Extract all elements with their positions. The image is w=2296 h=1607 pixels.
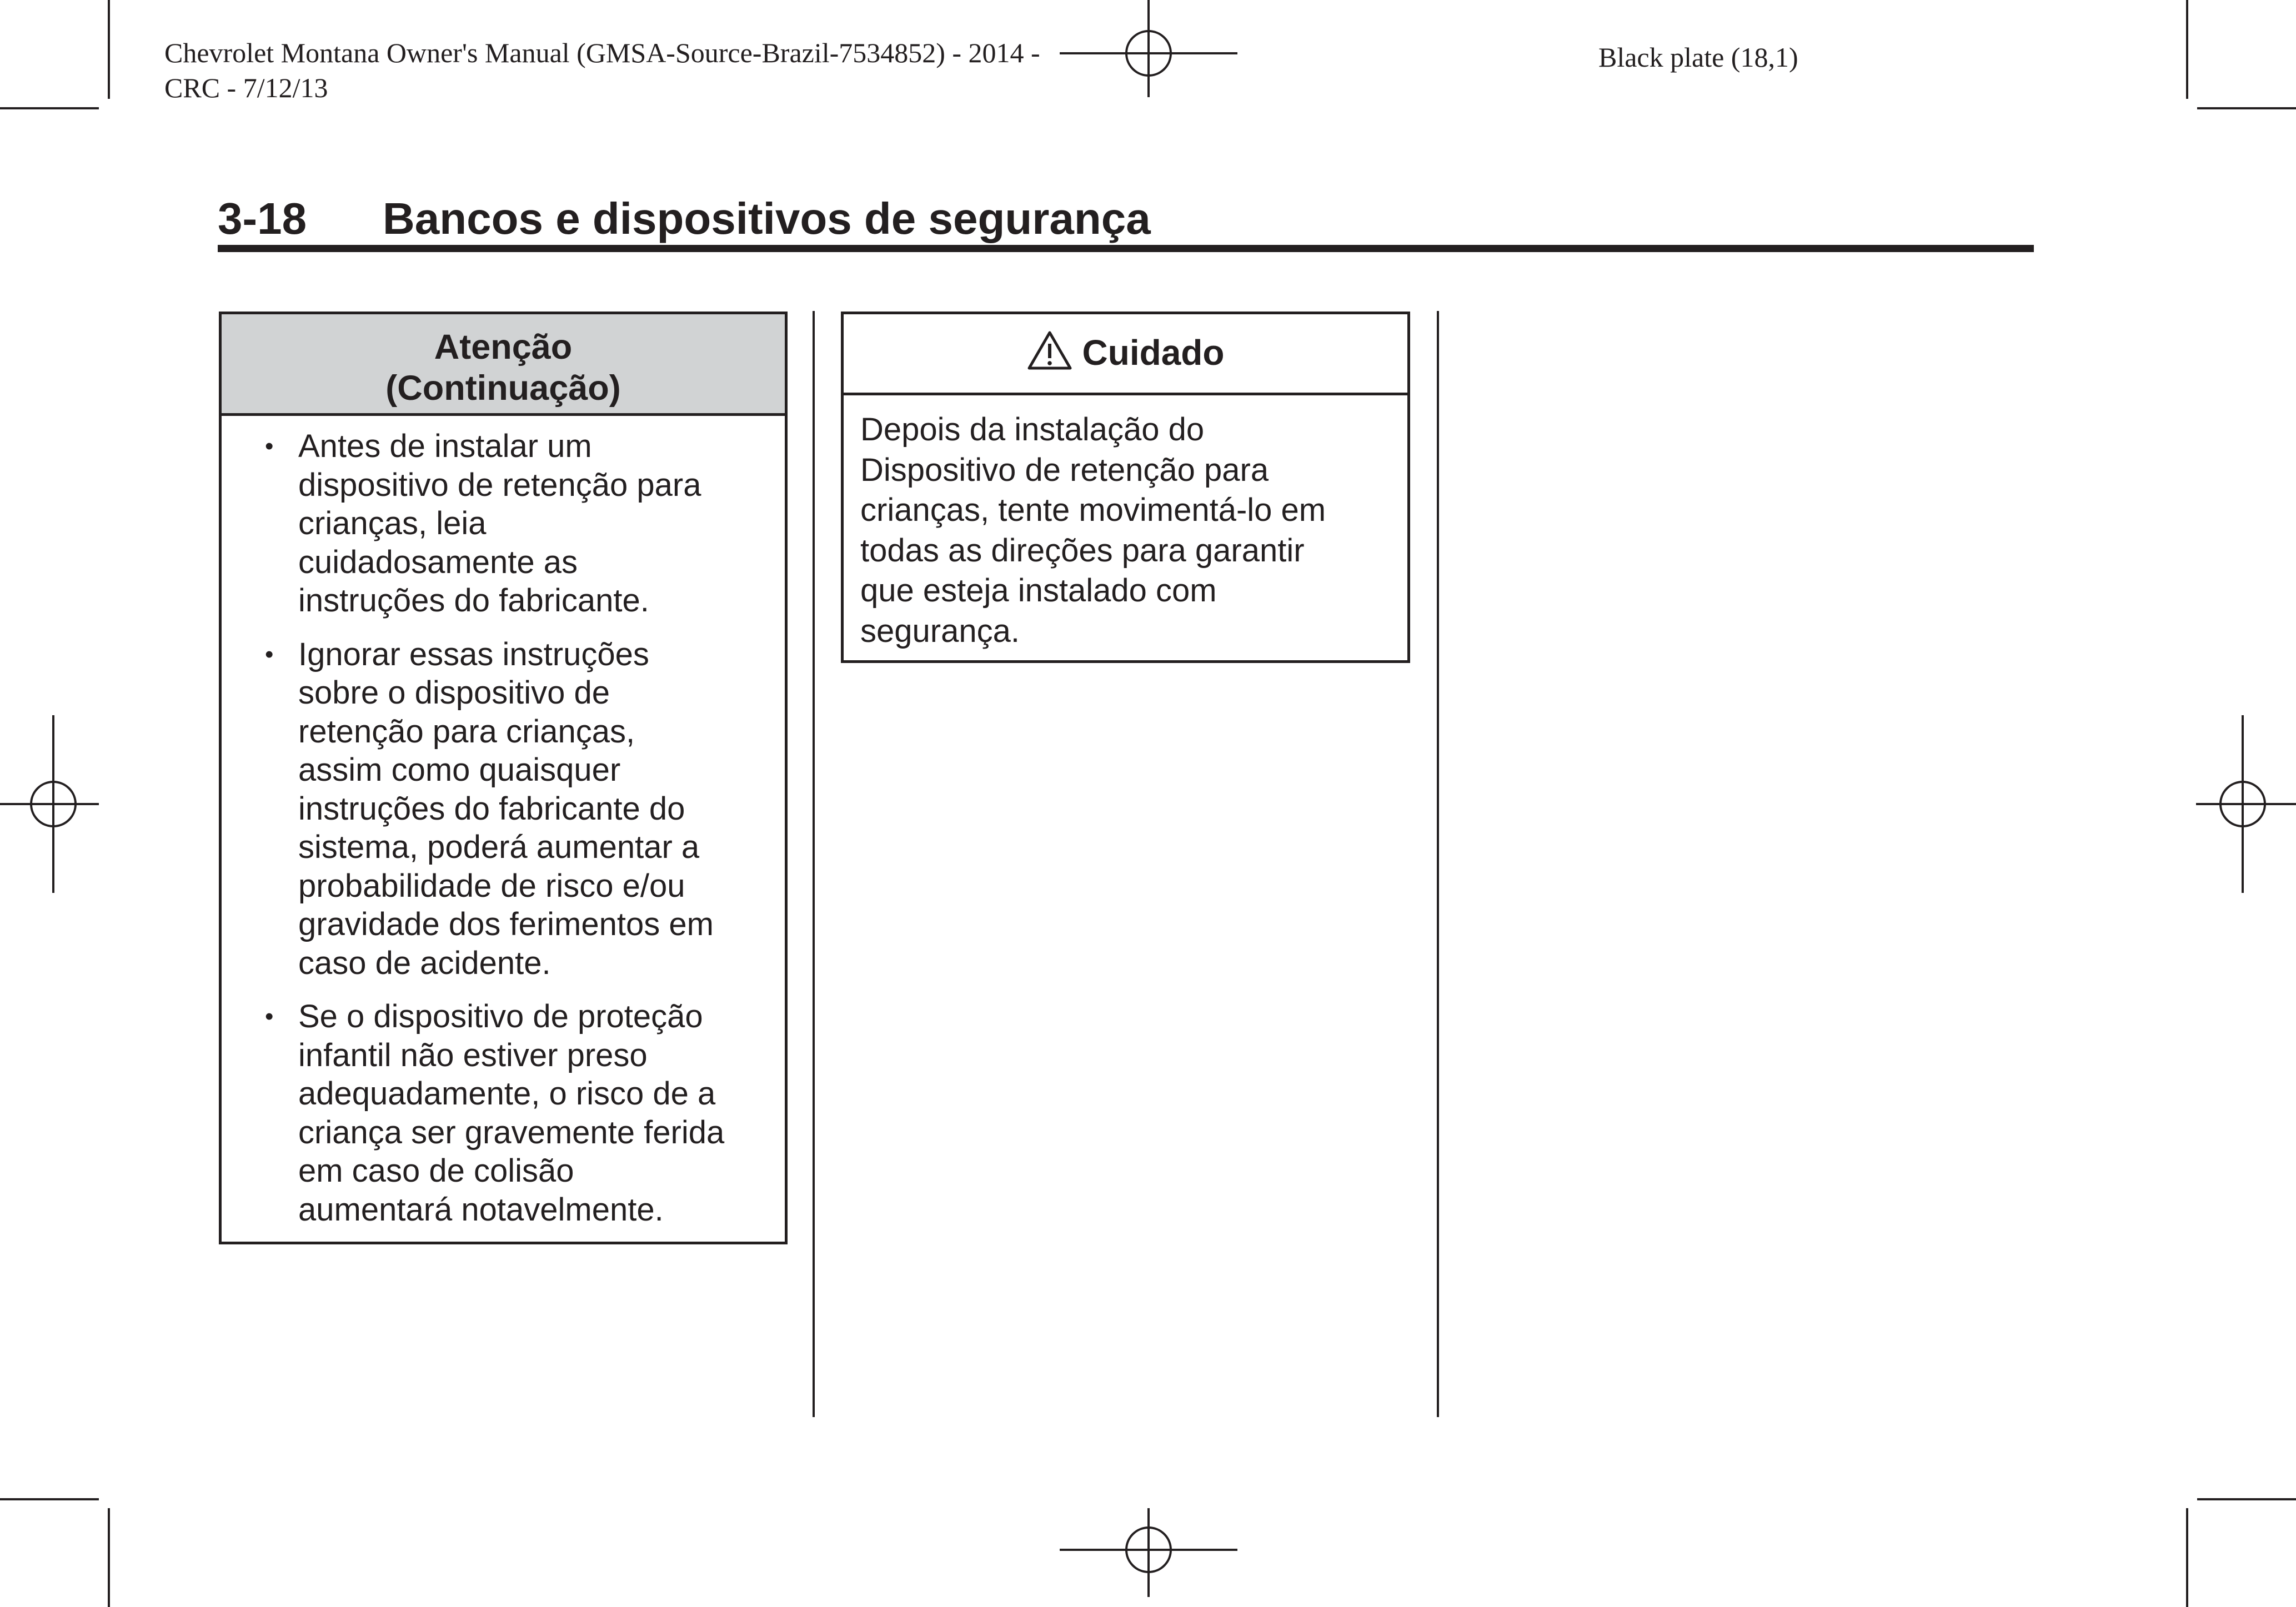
list-item-line: adequadamente, o risco de a xyxy=(298,1076,716,1112)
list-item-line: Ignorar essas instruções xyxy=(298,636,649,672)
caution-title: Cuidado xyxy=(1082,333,1225,373)
list-item-line: crianças, leia xyxy=(298,505,487,541)
list-item-line: sistema, poderá aumentar a xyxy=(298,829,700,865)
plate-info xyxy=(164,36,1040,106)
list-item-line: retenção para crianças, xyxy=(298,713,635,750)
heading-rule xyxy=(218,245,2034,252)
bullet: • xyxy=(265,640,274,668)
list-item-line: Antes de instalar um xyxy=(298,428,592,464)
list-item xyxy=(222,427,785,620)
list-item-line: sobre o dispositivo de xyxy=(298,675,610,711)
warning-triangle-icon xyxy=(1027,330,1072,370)
registration-mark-bottom xyxy=(1060,1508,1237,1607)
list-item-line: aumentará notavelmente. xyxy=(298,1191,664,1228)
list-item-line: em caso de colisão xyxy=(298,1153,574,1189)
list-item-line: infantil não estiver preso xyxy=(298,1037,648,1073)
caution-text: Depois da instalação do Dispositivo de retenção para crianças, tente movimentá-lo em todas as direções para garantir que esteja instalado com segurança. xyxy=(860,411,1326,649)
list-item-line: instruções do fabricante do xyxy=(298,790,685,827)
list-item xyxy=(222,635,785,983)
caution-box xyxy=(841,312,1410,663)
list-item-line: Se o dispositivo de proteção xyxy=(298,998,703,1034)
bullet: • xyxy=(265,433,274,460)
plate-info-line2: CRC - 7/12/13 xyxy=(164,72,328,103)
attention-subtitle: (Continuação) xyxy=(385,369,621,408)
section-title: Bancos e dispositivos de segurança xyxy=(383,194,1151,243)
registration-mark-top xyxy=(1060,0,1237,100)
attention-title: Atenção xyxy=(434,328,573,366)
section-heading xyxy=(218,192,1151,245)
list-item-line: assim como quaisquer xyxy=(298,752,621,788)
list-item-line: criança ser gravemente ferida xyxy=(298,1114,725,1151)
plate-info-line1: Chevrolet Montana Owner's Manual (GMSA-Source-Brazil-7534852) - 2014 - xyxy=(164,37,1040,68)
list-item-line: instruções do fabricante. xyxy=(298,582,649,619)
list-item-line: cuidadosamente as xyxy=(298,544,578,580)
attention-box-header xyxy=(222,314,785,416)
page-number: 3-18 xyxy=(218,194,307,243)
column-divider-2 xyxy=(1437,311,1439,1417)
attention-box xyxy=(219,312,788,1244)
bullet: • xyxy=(265,1003,274,1030)
list-item-line: caso de acidente. xyxy=(298,945,551,981)
list-item-line: probabilidade de risco e/ou xyxy=(298,867,685,904)
list-item-line: dispositivo de retenção para xyxy=(298,466,701,503)
list-item-line: gravidade dos ferimentos em xyxy=(298,906,714,942)
column-divider-1 xyxy=(813,311,815,1417)
registration-mark-right xyxy=(2196,715,2296,893)
registration-mark-left xyxy=(0,715,100,893)
caution-box-header xyxy=(844,314,1407,395)
attention-list xyxy=(222,427,785,1229)
list-item xyxy=(222,997,785,1229)
plate-number: Black plate (18,1) xyxy=(1598,42,1798,73)
